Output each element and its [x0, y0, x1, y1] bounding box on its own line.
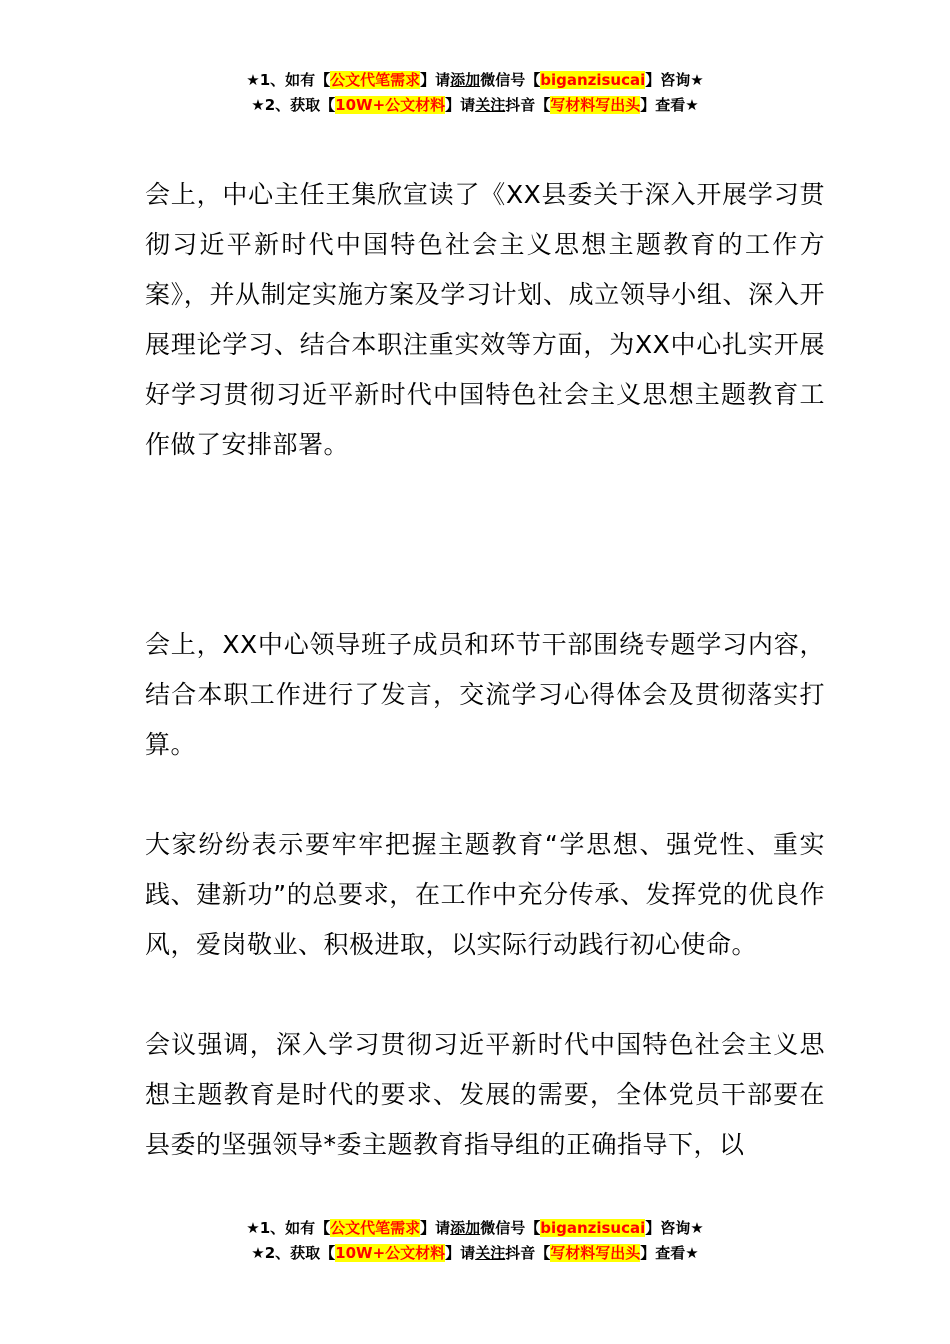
header-text: 1、如有【: [259, 71, 331, 89]
footer-banner: [0, 1216, 950, 1266]
star-icon: ★: [251, 96, 265, 114]
paragraph: 会议强调，深入学习贯彻习近平新时代中国特色社会主义思想主题教育是时代的要求、发展的需要，全体党员干部要在县委的坚强领导*委主题教育指导组的正确指导下，以: [145, 1030, 825, 1159]
star-icon: ★: [685, 96, 699, 114]
paragraph: 会上，中心主任王集欣宣读了《XX县委关于深入开展学习贯彻习近平新时代中国特色社会主义思想主题教育的工作方案》，并从制定实施方案及学习计划、成立领导小组、深入开展理论学习、结合本职注重实效等方面，为XX中心扎实开展好学习贯彻习近平新时代中国特色社会主义思想主题教育工作做了安排部署。: [145, 180, 825, 459]
underlined-text: 关注: [475, 1244, 506, 1262]
star-icon: ★: [690, 71, 704, 89]
douyin-account: 写材料写出头: [550, 96, 641, 114]
footer-text: 】请: [420, 1219, 451, 1237]
footer-line-2: [0, 1241, 950, 1266]
header-text: 】查看: [640, 96, 686, 114]
header-text: 抖音【: [505, 96, 551, 114]
highlighted-service-text: 公文代笔需求: [330, 1219, 421, 1237]
footer-text: 】请: [445, 1244, 476, 1262]
header-text: 2、获取【: [264, 96, 336, 114]
underlined-text: 关注: [475, 96, 506, 114]
paragraph: 会上，XX中心领导班子成员和环节干部围绕专题学习内容，结合本职工作进行了发言，交流学习心得体会及贯彻落实打算。: [145, 630, 825, 759]
highlighted-service-text: 公文代笔需求: [330, 71, 421, 89]
star-icon: ★: [251, 1244, 265, 1262]
wechat-id: biganzisucai: [540, 71, 646, 89]
footer-text: 微信号【: [480, 1219, 541, 1237]
header-text: 】请: [445, 96, 476, 114]
star-icon: ★: [246, 71, 260, 89]
douyin-account: 写材料写出头: [550, 1244, 641, 1262]
underlined-text: 添加: [450, 1219, 481, 1237]
star-icon: ★: [690, 1219, 704, 1237]
document-body: [145, 170, 825, 1170]
footer-line-1: [0, 1216, 950, 1241]
footer-text: 1、如有【: [259, 1219, 331, 1237]
header-text: 】咨询: [645, 71, 691, 89]
highlighted-material-text: 10W+公文材料: [335, 1244, 446, 1262]
header-line-1: [0, 68, 950, 93]
footer-text: 】咨询: [645, 1219, 691, 1237]
footer-text: 抖音【: [505, 1244, 551, 1262]
star-icon: ★: [246, 1219, 260, 1237]
header-banner: [0, 68, 950, 118]
header-text: 微信号【: [480, 71, 541, 89]
header-text: 】请: [420, 71, 451, 89]
header-line-2: [0, 93, 950, 118]
footer-text: 】查看: [640, 1244, 686, 1262]
paragraph: 大家纷纷表示要牢牢把握主题教育“学思想、强党性、重实践、建新功”的总要求，在工作中充分传承、发挥党的优良作风，爱岗敬业、积极进取，以实际行动践行初心使命。: [145, 830, 825, 959]
wechat-id: biganzisucai: [540, 1219, 646, 1237]
highlighted-material-text: 10W+公文材料: [335, 96, 446, 114]
footer-text: 2、获取【: [264, 1244, 336, 1262]
underlined-text: 添加: [450, 71, 481, 89]
star-icon: ★: [685, 1244, 699, 1262]
